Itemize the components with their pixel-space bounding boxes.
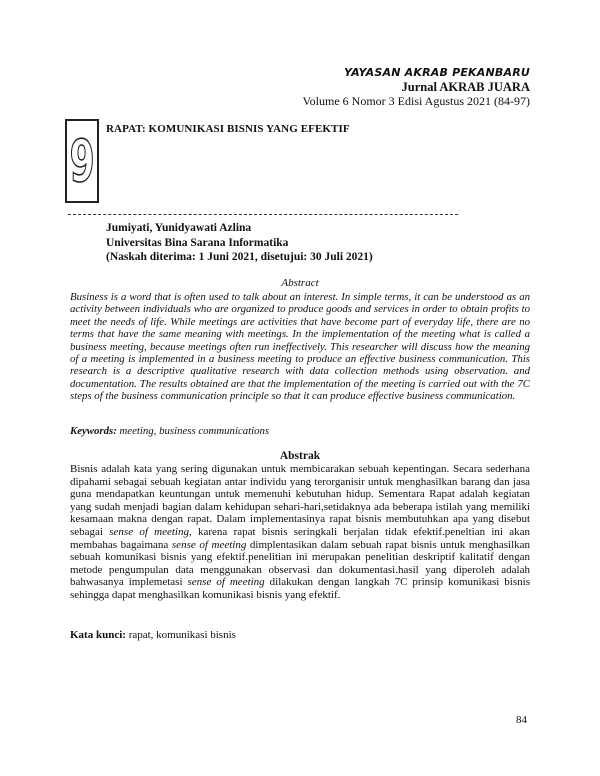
journal-name: Jurnal AKRAB JUARA [401, 80, 530, 94]
separator-rule [68, 214, 458, 215]
author-block [106, 221, 373, 265]
chapter-number: 9 [69, 127, 95, 195]
author-affiliation: Universitas Bina Sarana Informatika [106, 236, 289, 249]
abstrak-text-2: , karena rapat bisnis seringkali berjalan tidak efektif.peneltian ini akan membahas bagaimana [70, 525, 530, 551]
abstract-heading: Abstract [281, 277, 319, 289]
chapter-number-box [65, 119, 99, 203]
keywords-indonesian [70, 629, 236, 641]
abstrak-term-3: sense of meeting [187, 576, 265, 589]
submission-dates: (Naskah diterima: 1 Juni 2021, disetujui: 30 Juli 2021) [106, 251, 373, 263]
abstrak-heading: Abstrak [279, 450, 321, 462]
keywords-indonesian-label: Kata kunci: [70, 629, 126, 641]
publisher-name: YAYASAN AKRAB PEKANBARU [343, 66, 530, 79]
keywords-english [70, 425, 269, 437]
volume-info: Volume 6 Nomor 3 Edisi Agustus 2021 (84-97) [302, 94, 530, 108]
paper-title: RAPAT: KOMUNIKASI BISNIS YANG EFEKTIF [106, 123, 350, 135]
abstrak-indonesian-body [70, 463, 530, 602]
keywords-english-values: meeting, business communications [116, 425, 270, 437]
keywords-indonesian-values: rapat, komunikasi bisnis [125, 629, 236, 641]
abstrak-text-3: dimplentasikan dalam sebuah rapat bisnis untuk menghasilkan sebuah komunikasi bisnis yang efektif.penelitian ini merupakan penelitian deskriptif kalitatif dengan metode pengumpulan data menggunakan observasi dan dokumentasi.hasil yang diperoleh adalah bahwasanya implemetasi [70, 538, 531, 589]
abstract-english-body: Business is a word that is often used to talk about an interest. In simple terms, it can be understood as an activity between individuals who are organized to produce goods and services in order to obtain profits to meet the needs of life. While meetings are activities that have become part of everyday life, there are no terms that have the same meaning with meetings. In the implementation of the meeting what is called a business meeting, because meetings often run ineffectively. This researcher will discuss how the meaning of a meeting is implemented in a business meeting to produce an effective business communication. This research is a descriptive qualitative research with data collection methods using observation. and documentation. The results obtained are that the implementation of the meeting is carried out with the 7C steps of the business communication principle so that it can produce effective business communication. [70, 291, 530, 403]
abstrak-term-2: sense of meeting [171, 538, 247, 551]
keywords-english-label: Keywords: [70, 425, 117, 437]
abstrak-text-1: Bisnis adalah kata yang sering digunakan untuk membicarakan sebuah kepentingan. Secara sederhana dipahami sebagai sebuah kegiatan antar individu yang terorganisir untuk menghasilkan barang dan jasa guna mendapatkan keuntungan untuk memenuhi kebutuhan hidup. Sementara Rapat adalah kegiatan yang sudah menjadi bagian dalam kehidupan sehari-hari,setidaknya ada beberapa istilah yang memiliki kesamaan makna dengan rapat. Dalam implementasinya rapat bisnis membutuhkan apa yang disebut sebagai [70, 463, 530, 538]
author-names: Jumiyati, Yunidyawati Azlina [106, 222, 252, 234]
abstrak-term-1: sense of meeting [109, 525, 189, 538]
page-number: 84 [516, 714, 527, 726]
abstrak-text-4: dilakukan dengan langkah 7C prinsip komunikasi bisnis sehingga dapat menghasilkan komunikasi bisnis yang efektif. [70, 576, 530, 601]
